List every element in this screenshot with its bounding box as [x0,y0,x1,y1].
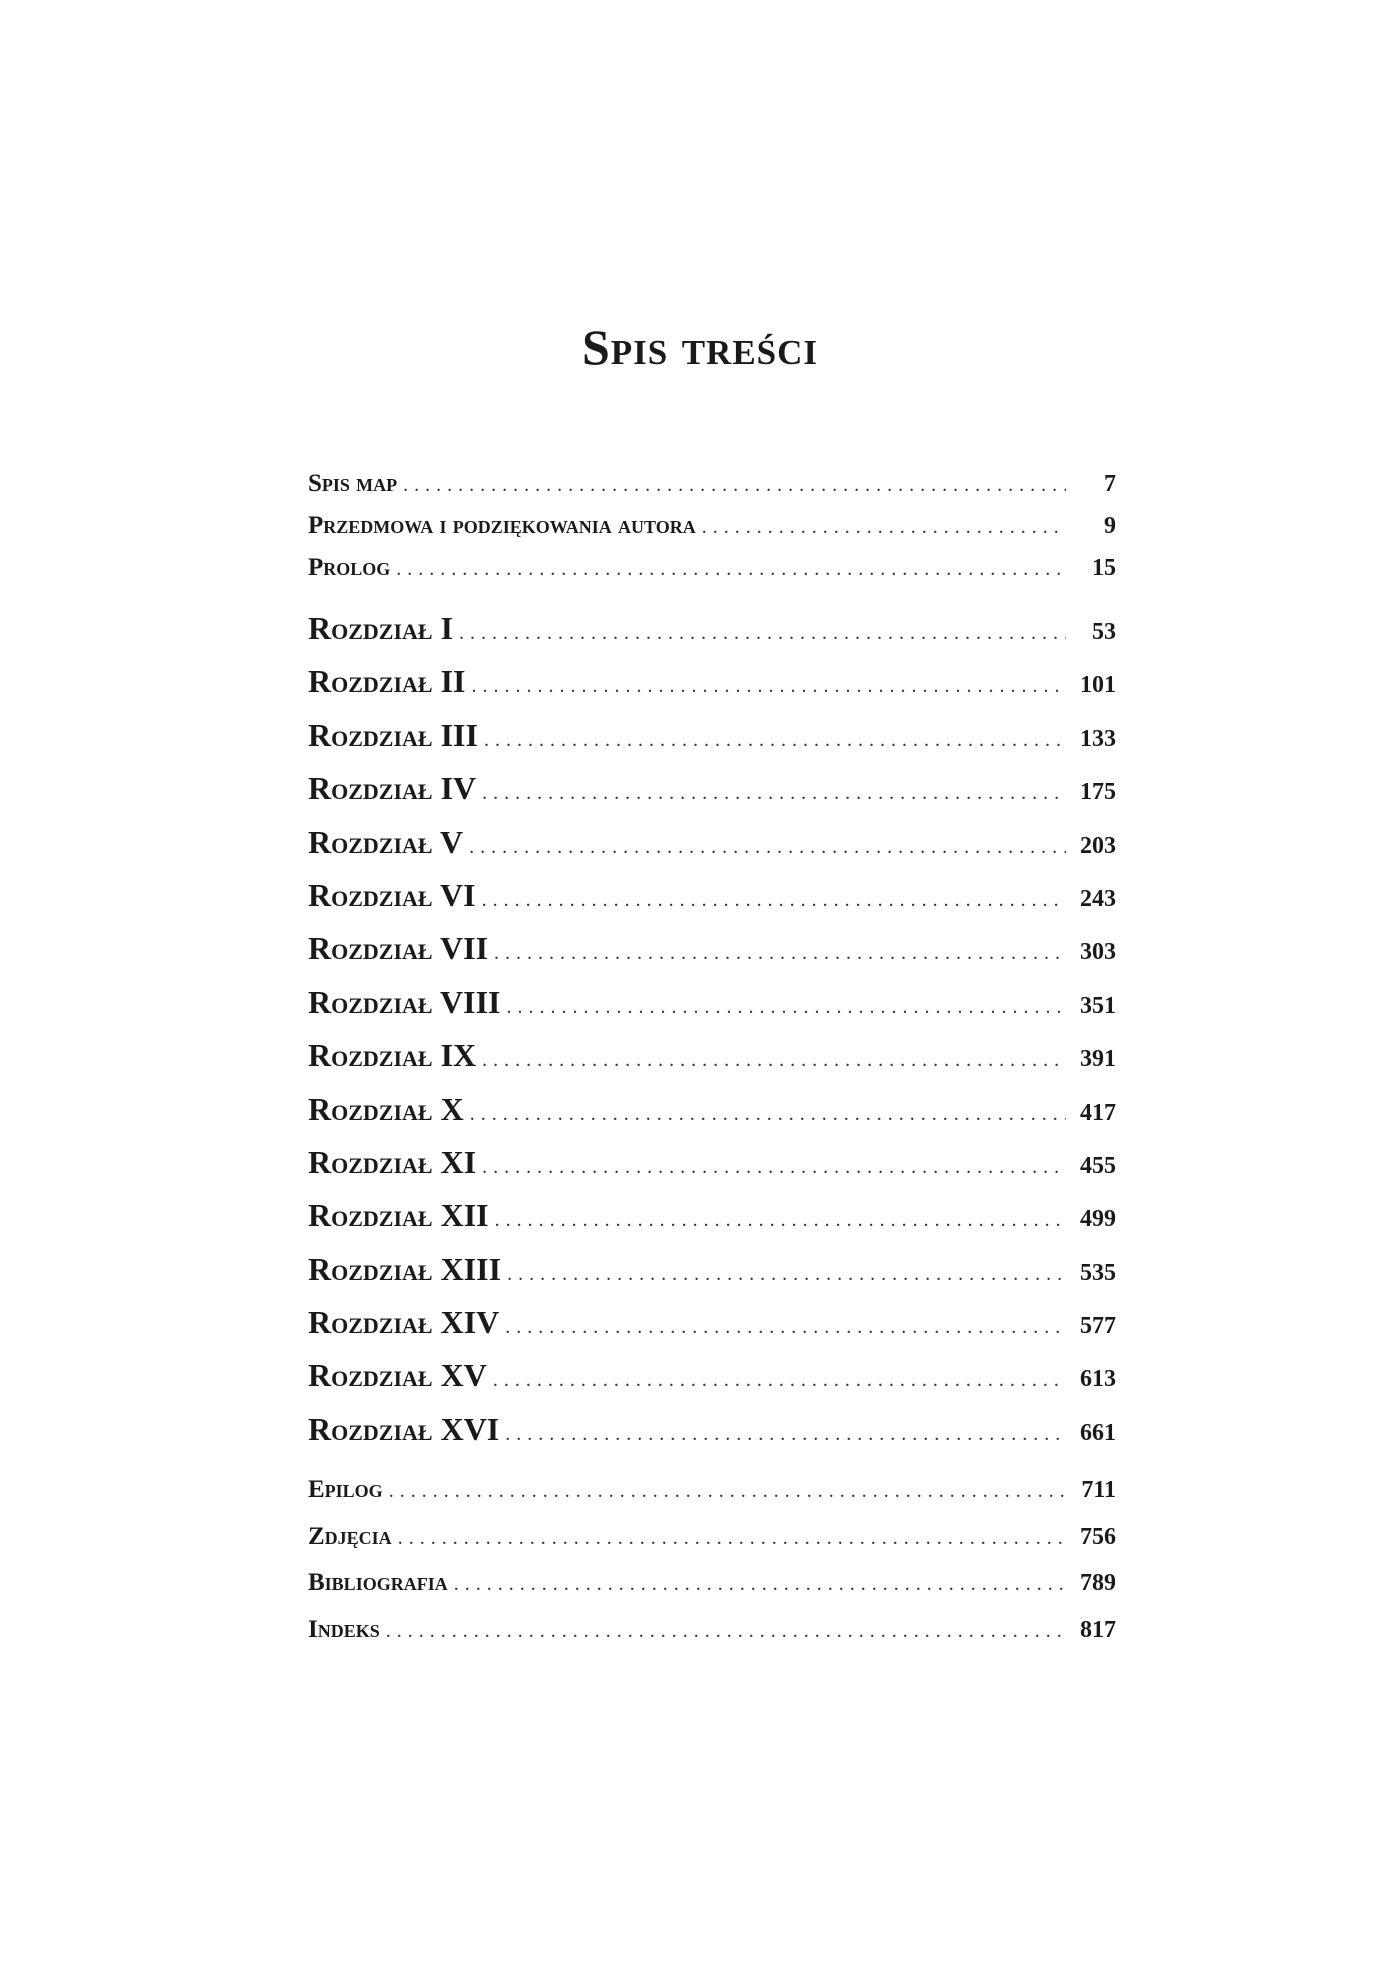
toc-entry-label: Rozdział II [308,663,466,700]
dot-leader [484,729,1066,752]
toc-entry-page-number: 535 [1080,1259,1116,1286]
back-matter-list [308,1476,1116,1662]
toc-entry[interactable] [308,1357,1116,1410]
toc-entry[interactable] [308,1523,1116,1570]
toc-entry-label: Rozdział XIV [308,1304,500,1341]
toc-entry-page-number: 303 [1080,939,1116,966]
toc-entry-page-number: 203 [1080,832,1116,859]
toc-entry-label: Indeks [308,1615,380,1643]
toc-entry-label: Rozdział XI [308,1143,477,1180]
toc-entry[interactable] [308,824,1116,877]
toc-entry-label: Rozdział XV [308,1357,487,1394]
toc-entry[interactable] [308,1476,1116,1523]
toc-entry[interactable] [308,1304,1116,1357]
toc-entry-page-number: 7 [1104,471,1116,497]
toc-entry-page-number: 175 [1080,779,1116,806]
dot-leader [389,1480,1066,1503]
toc-entry[interactable] [308,1197,1116,1250]
dot-leader [506,996,1066,1019]
toc-entry-page-number: 455 [1080,1152,1116,1179]
toc-entry-label: Rozdział VI [308,876,476,913]
toc-entry[interactable] [308,1091,1116,1144]
toc-entry-page-number: 243 [1080,885,1116,912]
toc-entry-page-number: 613 [1080,1366,1116,1393]
dot-leader [403,474,1066,497]
dot-leader [469,836,1066,859]
dot-leader [454,1573,1066,1596]
toc-entry[interactable] [308,470,1116,512]
toc-entry[interactable] [308,1144,1116,1197]
toc-entry-page-number: 817 [1080,1616,1116,1643]
toc-entry-label: Rozdział III [308,716,478,753]
toc-entry-label: Bibliografia [308,1569,448,1597]
toc-entry-page-number: 756 [1080,1523,1116,1550]
toc-entry-label: Spis map [308,470,398,497]
toc-entry[interactable] [308,554,1116,596]
dot-leader [505,1423,1066,1446]
chapter-list [308,610,1116,1464]
toc-entry[interactable] [308,877,1116,930]
toc-entry-page-number: 351 [1080,992,1116,1019]
toc-entry-label: Przedmowa i podziękowania autora [308,512,696,539]
dot-leader [472,675,1067,698]
toc-entry-page-number: 499 [1080,1206,1116,1233]
dot-leader [702,516,1066,539]
front-matter-list [308,470,1116,596]
toc-entry-label: Rozdział IV [308,770,477,807]
toc-entry-label: Rozdział XIII [308,1250,502,1287]
toc-entry-page-number: 53 [1092,619,1116,645]
toc-entry-page-number: 15 [1092,555,1116,581]
toc-entry[interactable] [308,610,1116,663]
toc-entry[interactable] [308,663,1116,716]
dot-leader [507,1263,1066,1286]
dot-leader [494,942,1066,965]
toc-entry[interactable] [308,984,1116,1037]
toc-entry-page-number: 133 [1080,725,1116,752]
toc-entry[interactable] [308,1251,1116,1304]
toc-entry[interactable] [308,770,1116,823]
toc-entry[interactable] [308,1569,1116,1616]
table-of-contents [308,470,1116,1662]
toc-entry-label: Rozdział VII [308,930,489,967]
toc-entry[interactable] [308,512,1116,554]
page-title: Spis treści [581,319,819,375]
toc-entry-label: Rozdział XVI [308,1410,500,1447]
toc-entry-label: Rozdział IX [308,1037,477,1074]
toc-entry-label: Rozdział XII [308,1197,489,1234]
toc-entry-label: Prolog [308,554,391,581]
toc-entry-label: Rozdział I [308,610,454,646]
dot-leader [482,1156,1066,1179]
dot-leader [505,1316,1066,1339]
dot-leader [398,1527,1066,1550]
dot-leader [396,558,1066,581]
dot-leader [470,1103,1066,1126]
dot-leader [386,1620,1066,1643]
dot-leader [459,622,1066,645]
dot-leader [495,1209,1066,1232]
toc-entry-label: Rozdział V [308,823,464,860]
toc-entry-page-number: 661 [1080,1419,1116,1446]
toc-entry-page-number: 577 [1080,1313,1116,1340]
toc-entry-label: Epilog [308,1476,383,1504]
toc-entry-page-number: 391 [1080,1046,1116,1073]
toc-entry[interactable] [308,1037,1116,1090]
dot-leader [482,889,1066,912]
dot-leader [482,782,1066,805]
toc-entry-page-number: 417 [1080,1099,1116,1126]
toc-entry-label: Rozdział X [308,1090,464,1127]
toc-entry-page-number: 9 [1104,513,1116,539]
toc-entry[interactable] [308,930,1116,983]
toc-entry[interactable] [308,717,1116,770]
toc-entry-page-number: 789 [1080,1570,1116,1597]
toc-entry-label: Rozdział VIII [308,983,501,1020]
toc-entry[interactable] [308,1411,1116,1464]
toc-entry-label: Zdjęcia [308,1522,392,1550]
dot-leader [493,1369,1066,1392]
toc-entry[interactable] [308,1616,1116,1663]
toc-entry-page-number: 101 [1080,672,1116,699]
toc-entry-page-number: 711 [1081,1477,1116,1504]
dot-leader [482,1049,1066,1072]
